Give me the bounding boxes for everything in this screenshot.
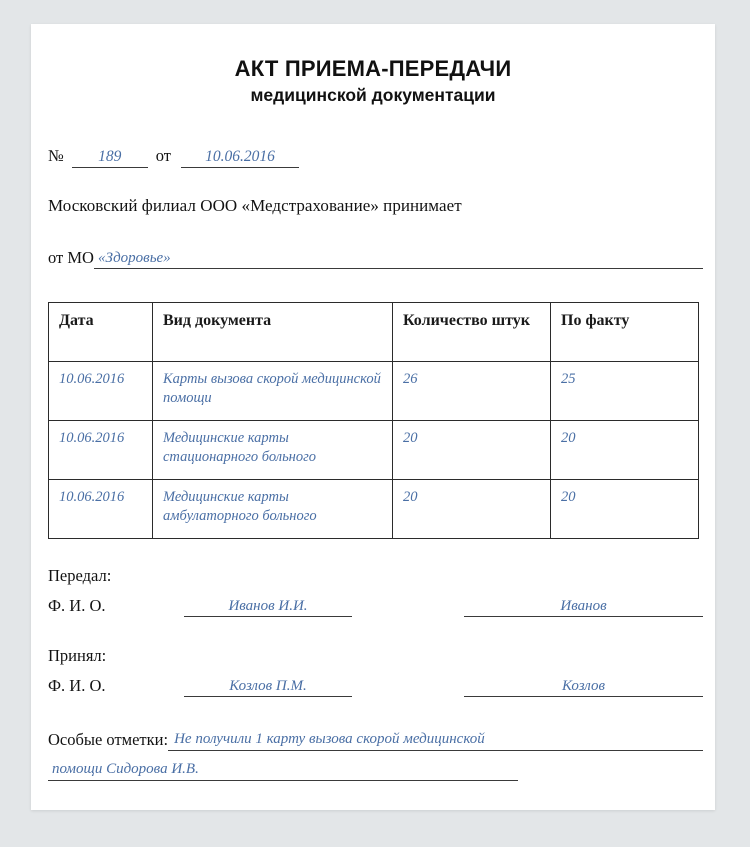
handover-heading: Передал: [48,566,112,585]
date-label: от [155,146,171,165]
handover-block [48,566,703,617]
acceptance-block [48,646,703,697]
table-header-row [49,303,699,362]
document-title-block [31,56,715,107]
document-number-row [48,146,299,168]
special-notes-field-line2[interactable]: помощи Сидорова И.В. [48,760,518,781]
cell-fact: 20 [551,421,699,480]
cell-count: 26 [393,362,551,421]
number-field[interactable]: 189 [72,148,148,168]
document-sheet [31,24,715,810]
column-header-date: Дата [49,303,153,362]
page-subtitle: медицинской документации [250,84,496,105]
special-notes-block [48,730,703,781]
cell-count: 20 [393,480,551,539]
cell-document-kind: Медицинские карты стационарного больного [153,421,393,480]
cell-fact: 20 [551,480,699,539]
cell-fact: 25 [551,362,699,421]
acceptance-fio-label: Ф. И. О. [48,676,106,695]
sending-organization-row [48,248,703,269]
table-row [49,362,699,421]
cell-count: 20 [393,421,551,480]
table-row [49,421,699,480]
cell-document-kind: Карты вызова скорой медицинской помощи [153,362,393,421]
acceptance-signature-row [48,676,703,697]
cell-document-kind: Медицинские карты амбулаторного больного [153,480,393,539]
special-notes-label: Особые отметки: [48,730,169,749]
cell-date: 10.06.2016 [49,480,153,539]
handover-fio-field[interactable]: Иванов И.И. [184,597,352,617]
cell-date: 10.06.2016 [49,421,153,480]
number-label: № [48,146,64,165]
column-header-fact: По факту [551,303,699,362]
column-header-count: Количество штук [393,303,551,362]
handover-signature-field[interactable]: Иванов [464,597,703,617]
documents-table [48,302,699,539]
sending-organization-field[interactable]: «Здоровье» [94,249,703,269]
acceptance-signature-field[interactable]: Козлов [464,677,703,697]
sending-organization-label: от МО [48,248,94,267]
column-header-document-kind: Вид документа [153,303,393,362]
cell-date: 10.06.2016 [49,362,153,421]
table-row [49,480,699,539]
receiving-organization-line: Московский филиал ООО «Медстрахование» принимает [48,196,462,215]
special-notes-first-row [48,730,703,751]
acceptance-fio-field[interactable]: Козлов П.М. [184,677,352,697]
handover-signature-row [48,596,703,617]
date-field[interactable]: 10.06.2016 [181,148,299,168]
special-notes-field-line1[interactable]: Не получили 1 карту вызова скорой медицинской [168,730,703,751]
acceptance-heading: Принял: [48,646,107,665]
page-title: АКТ ПРИЕМА-ПЕРЕДАЧИ [234,56,512,81]
handover-fio-label: Ф. И. О. [48,596,106,615]
